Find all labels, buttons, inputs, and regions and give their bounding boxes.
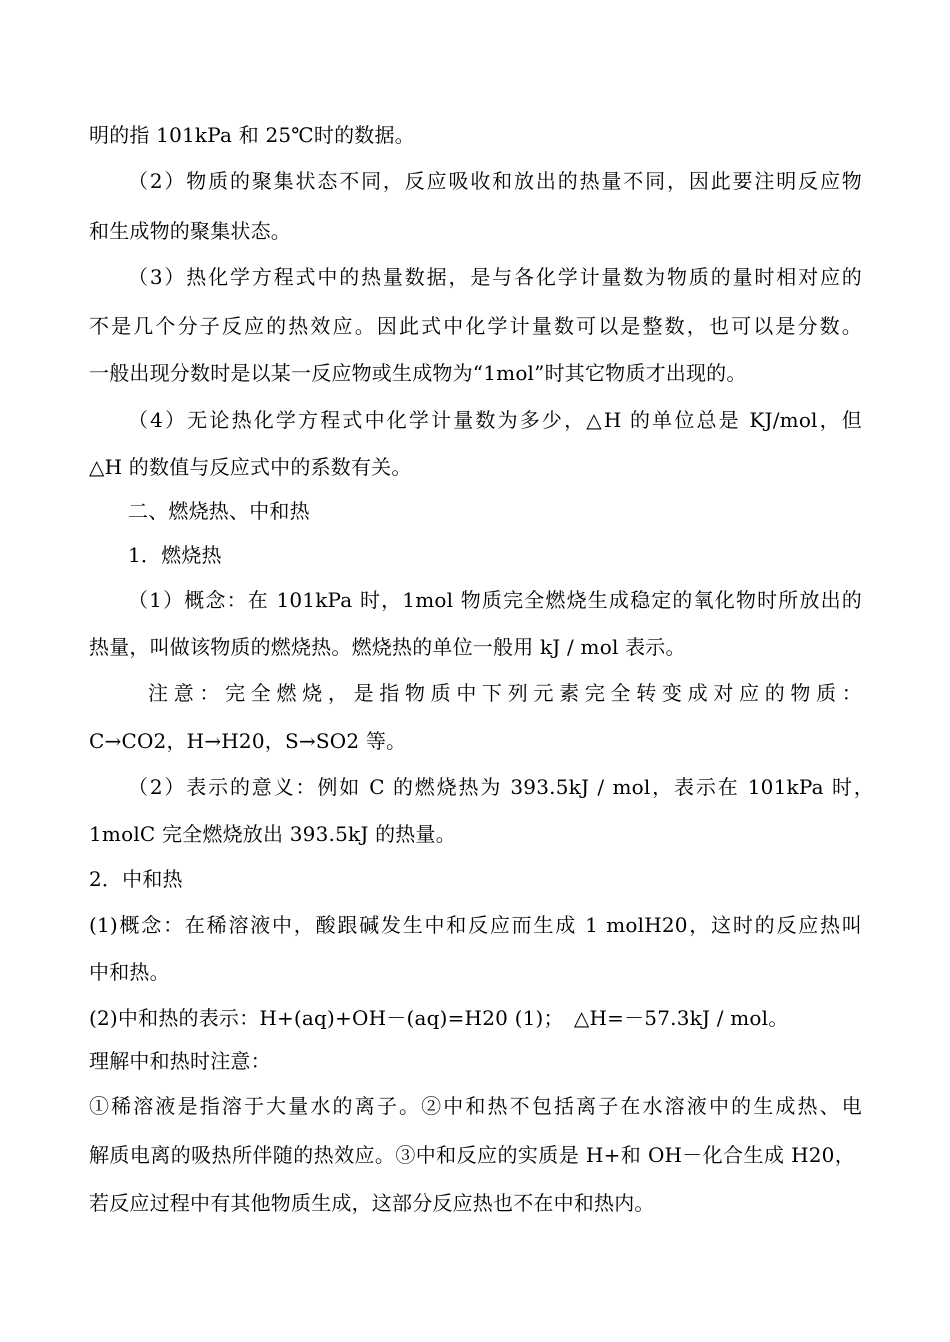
text-line-2: （2）物质的聚集状态不同，反应吸收和放出的热量不同，因此要注明反应物 — [128, 169, 862, 193]
text-line-5: 不是几个分子反应的热效应。因此式中化学计量数可以是整数，也可以是分数。 — [89, 314, 862, 338]
text-line-7: （4）无论热化学方程式中化学计量数为多少，△H 的单位总是 KJ/mol，但 — [128, 408, 862, 432]
section-heading-2: 二、燃烧热、中和热 — [128, 499, 310, 523]
text-line-1: 明的指 101kPa 和 25℃时的数据。 — [89, 123, 415, 147]
text-line-13: 注意：完全燃烧，是指物质中下列元素完全转变成对应的物质： — [148, 681, 862, 705]
text-line-21: 理解中和热时注意： — [89, 1049, 271, 1073]
text-line-23: 解质电离的吸热所伴随的热效应。③中和反应的实质是 H+和 OH－化合生成 H20， — [89, 1143, 855, 1167]
subsection-heading-1: 1．燃烧热 — [128, 543, 222, 567]
text-line-22: ①稀溶液是指溶于大量水的离子。②中和热不包括离子在水溶液中的生成热、电 — [89, 1094, 862, 1118]
text-line-16: 1molC 完全燃烧放出 393.5kJ 的热量。 — [89, 822, 456, 846]
text-line-3: 和生成物的聚集状态。 — [89, 219, 291, 243]
text-line-19: 中和热。 — [89, 960, 170, 984]
text-line-4: （3）热化学方程式中的热量数据，是与各化学计量数为物质的量时相对应的 — [128, 265, 862, 289]
text-line-12: 热量，叫做该物质的燃烧热。燃烧热的单位一般用 kJ / mol 表示。 — [89, 635, 686, 659]
subsection-heading-2: 2．中和热 — [89, 867, 183, 891]
text-line-24: 若反应过程中有其他物质生成，这部分反应热也不在中和热内。 — [89, 1191, 655, 1215]
text-line-18: (1)概念：在稀溶液中，酸跟碱发生中和反应而生成 1 molH20，这时的反应热叫 — [89, 913, 862, 937]
text-line-6: 一般出现分数时是以某一反应物或生成物为“1mol”时其它物质才出现的。 — [89, 361, 747, 385]
text-line-11: （1）概念：在 101kPa 时，1mol 物质完全燃烧生成稳定的氧化物时所放出的 — [128, 588, 862, 612]
text-line-15: （2）表示的意义：例如 C 的燃烧热为 393.5kJ / mol，表示在 101kPa 时， — [128, 775, 874, 799]
text-line-14: C→CO2，H→H20，S→SO2 等。 — [89, 729, 407, 753]
text-line-8: △H 的数值与反应式中的系数有关。 — [89, 455, 412, 479]
text-line-20: (2)中和热的表示：H+(aq)+OH－(aq)=H20 (1)； △H=－57.3kJ / mol。 — [89, 1006, 789, 1030]
